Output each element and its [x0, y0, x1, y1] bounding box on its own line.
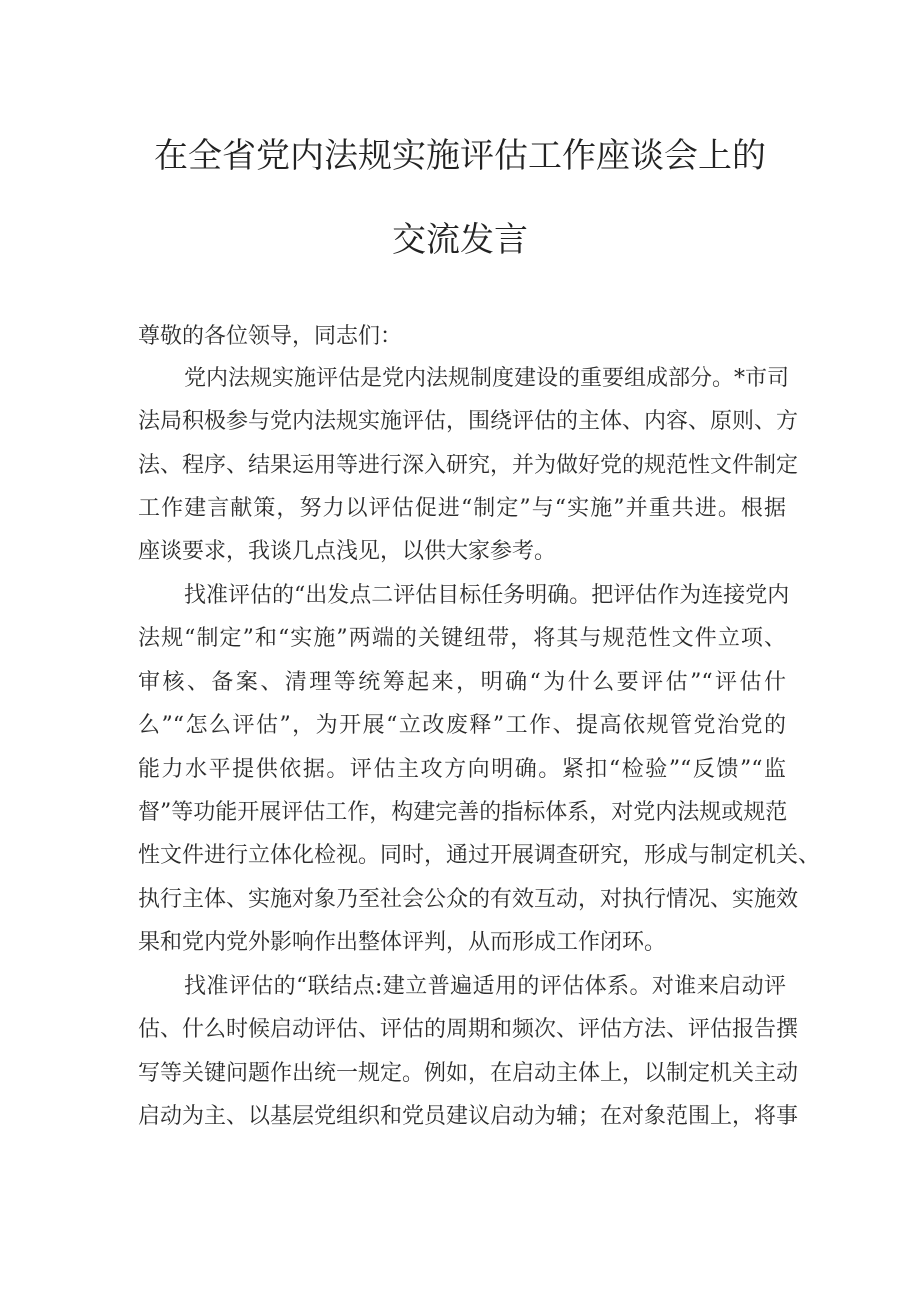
paragraph-2-line-1: 找准评估的“出发点二评估目标任务明确。把评估作为连接党内 [184, 583, 790, 608]
paragraph-1-line-5: 座谈要求，我谈几点浅见，以供大家参考。 [138, 539, 557, 564]
paragraph-3-line-2: 估、什么时候启动评估、评估的周期和频次、评估方法、评估报告撰 [138, 1017, 799, 1042]
paragraph-3-line-1: 找准评估的“联结点:建立普遍适用的评估体系。对谁来启动评 [184, 974, 786, 999]
document-title-line-2: 交流发言 [392, 220, 528, 260]
paragraph-2-line-2: 法规“制定”和“实施”两端的关键纽带，将其与规范性文件立项、 [138, 626, 786, 651]
paragraph-1-line-1: 党内法规实施评估是党内法规制度建设的重要组成部分。*市司 [184, 366, 790, 391]
paragraph-2-line-9: 果和党内党外影响作出整体评判，从而形成工作闭环。 [138, 930, 667, 955]
paragraph-2-line-8: 执行主体、实施对象乃至社会公众的有效互动，对执行情况、实施效 [138, 887, 799, 912]
paragraph-2-line-7: 性文件进行立体化检视。同时，通过开展调查研究，形成与制定机关、 [138, 843, 821, 868]
paragraph-1-line-4: 工作建言献策，努力以评估促进“制定”与“实施”并重共进。根据 [138, 496, 786, 521]
salutation: 尊敬的各位领导，同志们： [138, 324, 403, 349]
paragraph-2-line-3: 审核、备案、清理等统筹起来，明确“为什么要评估”“评估什 [138, 670, 786, 695]
paragraph-1-line-3: 法、程序、结果运用等进行深入研究，并为做好党的规范性文件制定 [138, 453, 799, 478]
paragraph-1-line-2: 法局积极参与党内法规实施评估，围绕评估的主体、内容、原则、方 [138, 409, 799, 434]
paragraph-2-line-6: 督”等功能开展评估工作，构建完善的指标体系，对党内法规或规范 [138, 800, 788, 825]
document-title-line-1: 在全省党内法规实施评估工作座谈会上的 [154, 136, 766, 176]
paragraph-2-line-5: 能力水平提供依据。评估主攻方向明确。紧扣“检验”“反馈”“监 [138, 757, 786, 782]
paragraph-3-line-3: 写等关键问题作出统一规定。例如，在启动主体上，以制定机关主动 [138, 1061, 799, 1086]
paragraph-3-line-4: 启动为主、以基层党组织和党员建议启动为辅；在对象范围上，将事 [138, 1104, 799, 1129]
paragraph-2-line-4: 么”“怎么评估”，为开展“立改废释”工作、提高依规管党治党的 [138, 713, 786, 738]
